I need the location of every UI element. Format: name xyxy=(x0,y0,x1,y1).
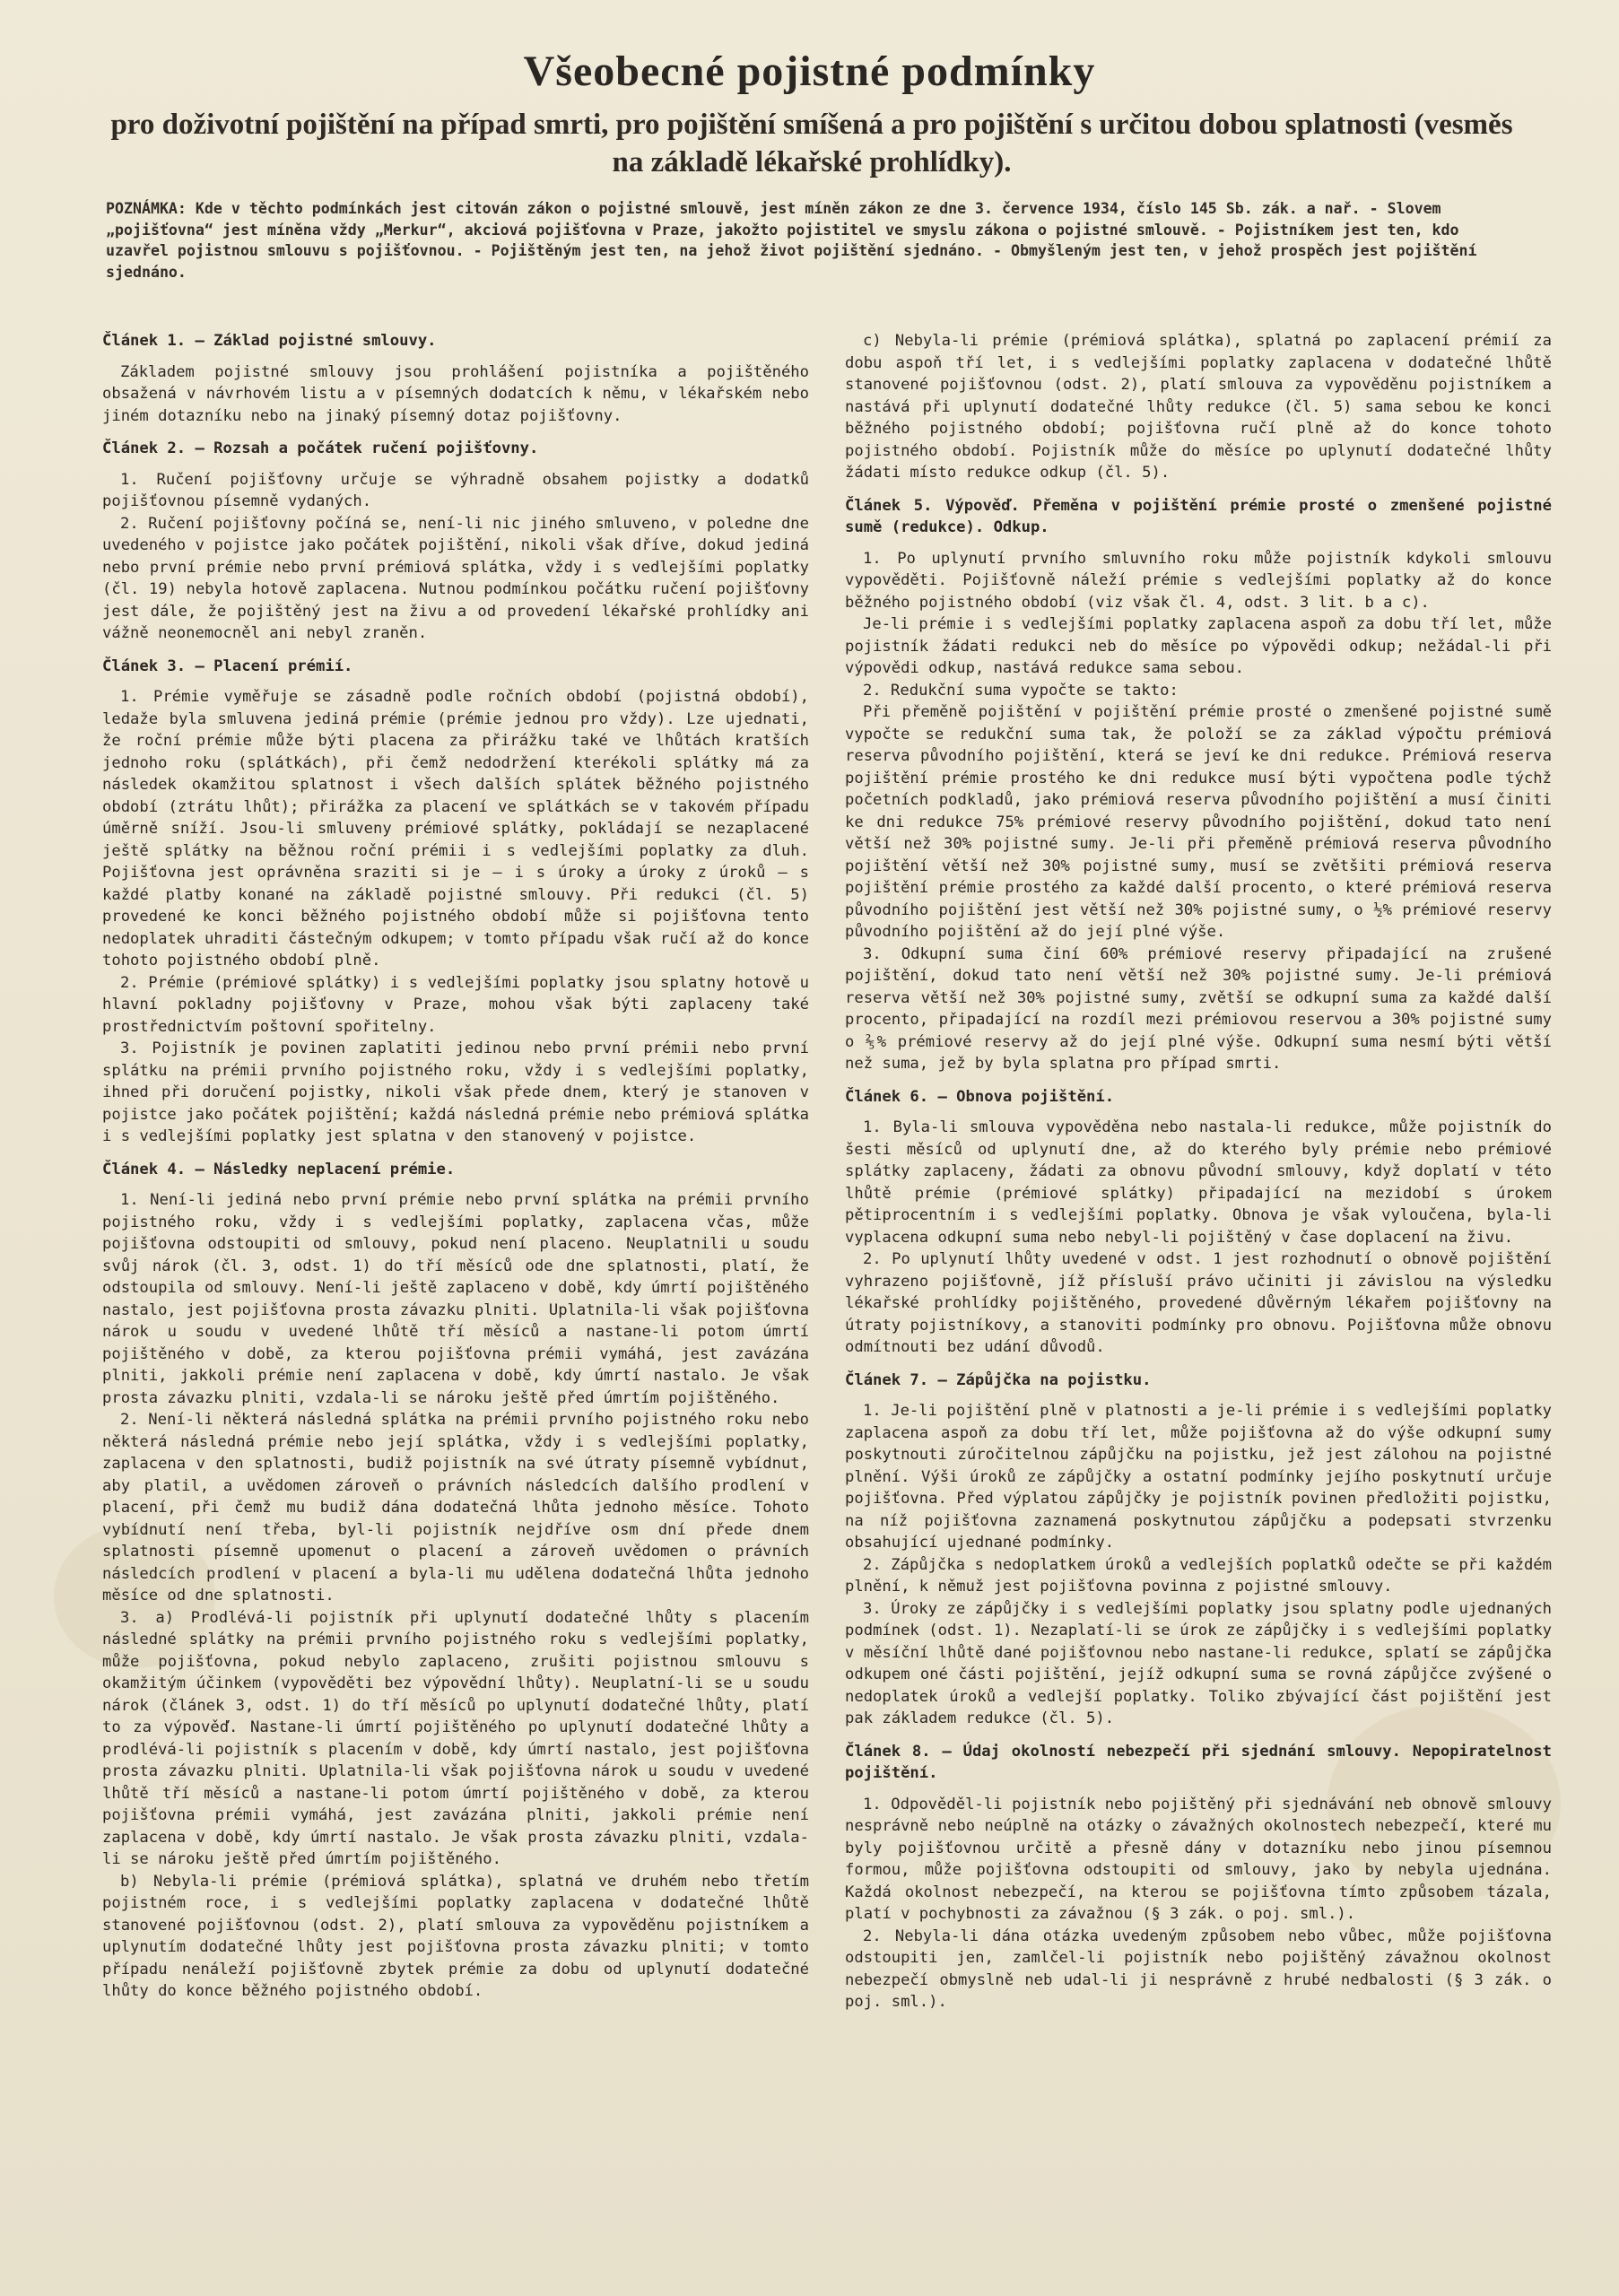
paragraph: 3. Pojistník je povinen zaplatiti jedinou nebo první prémii nebo první splátku na prémii prvního pojistného roku, vždy i s vedlejšími poplatky, ihned při doručení pojistky, nikoli však přede dnem, který je stanoven v pojistce jako počátek pojištění; každá následná prémie nebo prémiová splátka i s vedlejšími poplatky jest splatna v den stanovený v pojistce. xyxy=(102,1039,809,1145)
paragraph: Základem pojistné smlouvy jsou prohlášení pojistníka a pojištěného obsažená v návrhovém listu a v písemných dodatcích k němu, v lékařském nebo jiném dotazníku nebo na jinaký písemný dotaz pojišťovny. xyxy=(102,362,809,425)
article-heading: Článek 7. — Zápůjčka na pojistku. xyxy=(845,1370,1152,1389)
article-heading: Článek 6. — Obnova pojištění. xyxy=(845,1087,1115,1106)
paragraph: Při přeměně pojištění v pojištění prémie prosté o zmenšené pojistné sumě vypočte se redukční suma tak, že položí se za základ výpočtu prémiová reserva původního pojištění, která se jeví ke dni redukce. Prémiová reserva pojištění prémie prostého ke dni redukce musí býti vypočtena podle týchž početních podkladů, jako prémiová reserva původního pojištění a musí činiti ke dni redukce 75% prémiové reservy původního pojištění, dokud tato není větší než 30% pojistné sumy. Je-li při přeměně prémiová reserva původního pojištění větší než 30% pojistné sumy, musí se zvětšiti prémiová reserva pojištění prémie prostého za každé další procento, o které prémiová reserva původního pojištění jest větší než 30% pojistné sumy, o ½% prémiové reservy původního pojištění až do její plné výše. xyxy=(845,703,1552,941)
paragraph: Je-li prémie i s vedlejšími poplatky zaplacena aspoň za dobu tří let, může pojistník žádati redukci neb do měsíce po výpovědi odkup; nežádal-li při výpovědi odkup, nastává redukce sama sebou. xyxy=(845,615,1552,677)
left-column xyxy=(102,330,809,2003)
paragraph: 2. Prémie (prémiové splátky) i s vedlejšími poplatky jsou splatny hotově u hlavní pokladny pojišťovny v Praze, mohou však býti zaplaceny také prostřednictvím poštovní spořitelny. xyxy=(102,973,809,1036)
paragraph: 3. Úroky ze zápůjčky i s vedlejšími poplatky jsou splatny podle ujednaných podmínek (odst. 1). Nezaplatí-li se úrok ze zápůjčky i s vedlejšími poplatky v měsíční lhůtě dané pojišťovnou nebo nastane-li redukce, splatí se zápůjčka odkupem oné části pojištění, jejíž odkupní suma se rovná zápůjčce zvýšené o nedoplatek úroků a vedlejší poplatky. Toliko zbývající část pojištění jest pak základem redukce (čl. 5). xyxy=(845,1599,1552,1727)
paragraph: 2. Po uplynutí lhůty uvedené v odst. 1 jest rozhodnutí o obnově pojištění vyhrazeno pojišťovně, jíž přísluší právo učiniti ji závislou na výsledku lékařské prohlídky pojištěného, provedené důvěrným lékařem pojišťovny na útraty pojistníkovy, a stanoviti podmínky pro obnovu. Pojišťovna může obnovu odmítnouti bez udání důvodů. xyxy=(845,1250,1552,1356)
paragraph: 1. Prémie vyměřuje se zásadně podle ročních období (pojistná období), ledaže byla smluvena jediná prémie (prémie jednou pro vždy). Lze ujednati, že roční prémie může býti placena za přirážku také ve lhůtách kratších jednoho roku (splátkách), při čemž nedodržení kterékoli splátky má za následek okamžitou splatnost i všech dalších splátek běžného pojistného období (ztrátu lhůt); přirážka za placení ve splátkách se v takovém případu úměrně sníží. Jsou-li smluveny prémiové splátky, pokládají se nezaplacené ještě splátky na běžnou roční prémii i s vedlejšími poplatky za dluh. Pojišťovna jest oprávněna sraziti si je — i s úroky a úroky z úroků — s každé platby konané na základě pojistné smlouvy. Při redukci (čl. 5) provedené ke konci běžného pojistného období může si pojišťovna tento nedoplatek uhraditi částečným odkupem; v tomto případu však ručí až do konce tohoto pojistného období plně. xyxy=(102,688,809,970)
document-title: Všeobecné pojistné podmínky xyxy=(523,48,1096,95)
article-heading: Článek 8. — Údaj okolností nebezpečí při sjednání smlouvy. Nepopiratelnost pojištění. xyxy=(845,1742,1552,1782)
paragraph: 1. Není-li jediná nebo první prémie nebo první splátka na prémii prvního pojistného roku, vždy i s vedlejšími poplatky, zaplacena včas, může pojišťovna odstoupiti od smlouvy, pokud není placeno. Neuplatnili u soudu svůj nárok (čl. 3, odst. 1) do tří měsíců ode dne splatnosti, platí, že odstoupila od smlouvy. Není-li ještě zaplaceno v době, kdy úmrtí pojištěného nastalo, jest pojišťovna prosta závazku plniti. Uplatnila-li však pojišťovna nárok u soudu v uvedené lhůtě tří měsíců a nastane-li potom úmrtí pojištěného v době, za kterou pojišťovna prémii vymáhá, jest zavázána plniti, jakkoli prémie není zaplacena v době, kdy úmrtí nastalo. Je však prosta závazku plniti, vzdala-li se nároku ještě před úmrtím pojištěného. xyxy=(102,1191,809,1407)
preface-note: POZNÁMKA: Kde v těchto podmínkách jest citován zákon o pojistné smlouvě, jest míněn zákon ze dne 3. července 1934, číslo 145 Sb. zák. a nař. - Slovem „pojišťovna“ jest míněna vždy „Merkur“, akciová pojišťovna v Praze, jakožto pojistitel ve smyslu zákona o pojistné smlouvě. - Pojistníkem jest ten, kdo uzavřel pojistnou smlouvu s pojišťovnou. - Pojištěným jest ten, na jehož život pojištění sjednáno. - Obmyšleným jest ten, v jehož prospěch jest pojištění sjednáno. xyxy=(106,200,1477,281)
paragraph: 1. Ručení pojišťovny určuje se výhradně obsahem pojistky a dodatků pojišťovnou písemně vydaných. xyxy=(102,470,809,510)
paragraph: 3. a) Prodlévá-li pojistník při uplynutí dodatečné lhůty s placením následné splátky na prémii prvního pojistného roku s vedlejšími poplatky, může pojišťovna, pokud nebylo zaplaceno, zrušiti pojistnou smlouvu s okamžitým účinkem (vypověděti bez výpovědní lhůty). Neuplatní-li se u soudu nárok (článek 3, odst. 1) do tří měsíců po uplynutí dodatečné lhůty, platí to za výpověď. Nastane-li úmrtí pojištěného po uplynutí dodatečné lhůty a prodlévá-li pojistník s placením v době, kdy úmrtí nastalo, jest pojišťovna prosta závazku plniti. Uplatnila-li však pojišťovna nárok u soudu v uvedené lhůtě tří měsíců a nastane-li potom úmrtí pojištěného v době, za kterou pojišťovna prémii vymáhá, jest zavázána plniti, jakkoli prémie není zaplacena v době, kdy úmrtí nastalo. Je však prosta závazku plniti, vzdala-li se nároku ještě před úmrtím pojištěného. xyxy=(102,1608,809,1868)
paragraph: b) Nebyla-li prémie (prémiová splátka), splatná ve druhém nebo třetím pojistném roce, i s vedlejšími poplatky zaplacena v dodatečné lhůtě stanovené pojišťovnou (odst. 2), platí smlouva za vypověděnu pojistníkem a uplynutím dodatečné lhůty jest pojišťovna prosta závazku plniti; v tomto případu nenáleží pojišťovně zbytek prémie za dobu od uplynutí dodatečné lhůty do konce běžného pojistného období. xyxy=(102,1872,809,2000)
paragraph: 1. Byla-li smlouva vypověděna nebo nastala-li redukce, může pojistník do šesti měsíců od uplynutí dne, až do kterého byly prémie nebo prémiové splátky zaplaceny, žádati za obnovu původní smlouvy, když doplatí v této lhůtě prémie (prémiové splátky) připadající na mezidobí s úrokem pětiprocentním i s vedlejšími poplatky. Obnova je však vyloučena, byla-li vyplacena odkupní suma nebo nebyl-li pojištěný v čase doplacení na živu. xyxy=(845,1118,1552,1247)
paragraph: 2. Redukční suma vypočte se takto: xyxy=(863,681,1179,700)
right-column xyxy=(845,330,1552,2013)
article-heading: Článek 2. — Rozsah a počátek ručení pojišťovny. xyxy=(102,439,539,457)
paragraph: 2. Ručení pojišťovny počíná se, není-li nic jiného smluveno, v poledne dne uvedeného v pojistce jako počátek pojištění, nikoli však dříve, dokud jediná nebo první prémie nebo první prémiová splátka, vždy i s vedlejšími poplatky (čl. 19) nebyla hotově zaplacena. Nutnou podmínkou počátku ručení pojišťovny jest dále, že pojištěný jest na živu a od provedení lékařské prohlídky ani vážně neonemocněl ani nebyl zraněn. xyxy=(102,514,809,642)
paragraph: 1. Je-li pojištění plně v platnosti a je-li prémie i s vedlejšími poplatky zaplacena aspoň za dobu tří let, může pojišťovna až do výše odkupní sumy poskytnouti zúročitelnou zápůjčku na pojistku, jež jest zálohou na pojistné plnění. Výši úroků ze zápůjčky a ostatní podmínky jejího poskytnutí určuje pojišťovna. Před výplatou zápůjčky je pojistník povinen předložiti pojistku, na níž pojišťovna zaznamená poskytnutou zápůjčku a podepsati stvrzenku obsahující ujednané podmínky. xyxy=(845,1402,1552,1552)
paragraph: 2. Nebyla-li dána otázka uvedeným způsobem nebo vůbec, může pojišťovna odstoupiti jen, zamlčel-li pojistník nebo pojištěný závažnou okolnost nebezpečí obmyslně neb udal-li ji nesprávně z hrubé nedbalosti (§ 3 zák. o poj. sml.). xyxy=(845,1926,1552,2011)
article-heading: Článek 3. — Placení prémií. xyxy=(102,657,353,675)
paragraph: 1. Po uplynutí prvního smluvního roku může pojistník kdykoli smlouvu vypověděti. Pojišťovně náleží prémie s vedlejšími poplatky až do konce běžného pojistného období (viz však čl. 4, odst. 3 lit. b a c). xyxy=(845,549,1552,612)
article-heading: Článek 5. Výpověď. Přeměna v pojištění prémie prosté o zmenšené pojistné sumě (redukce). Odkup. xyxy=(845,496,1552,536)
paragraph: c) Nebyla-li prémie (prémiová splátka), splatná po zaplacení prémií za dobu aspoň tří let, i s vedlejšími poplatky zaplacena v dodatečné lhůtě stanovené pojišťovnou (odst. 2), platí smlouva za vypověděnu pojistníkem a nastává při uplynutí dodatečné lhůty redukce (čl. 5) sama sebou ke konci běžného pojistného období; pojišťovna ručí plně až do konce tohoto pojistného období. Pojistník může do měsíce po uplynutí dodatečné lhůty žádati místo redukce odkup (čl. 5). xyxy=(845,332,1552,482)
article-heading: Článek 1. — Základ pojistné smlouvy. xyxy=(102,332,437,350)
document-subtitle: pro doživotní pojištění na případ smrti, pro pojištění smíšená a pro pojištění s určitou dobou splatnosti (vesměs na základě lékařské prohlídky). xyxy=(110,109,1513,178)
paragraph: 3. Odkupní suma činí 60% prémiové reservy připadající na zrušené pojištění, dokud tato není větší než 30% pojistné sumy. Je-li prémiová reserva větší než 30% pojistné sumy, zvětší se odkupní suma za každé další procento, připadající na rozdíl mezi prémiovou reservou a 30% pojistné sumy o ⅖% prémiové reservy až do její plné výše. Odkupní suma nesmí býti větší než suma, jež by byla splatna pro případ smrti. xyxy=(845,944,1552,1073)
article-heading: Článek 4. — Následky neplacení prémie. xyxy=(102,1160,456,1178)
paragraph: 2. Není-li některá následná splátka na prémii prvního pojistného roku nebo některá následná prémie nebo její splátka, vždy i s vedlejšími poplatky, zaplacena v den splatnosti, budiž pojistník na své útraty písemně vybídnut, aby platil, a uvědomen zároveň o právních následcích dalšího prodlení v placení, při čemž mu budiž dána dodatečná lhůta jednoho měsíce. Tohoto vybídnutí není třeba, byl-li pojistník nejdříve osm dní přede dnem splatnosti písemně upomenut o placení a zároveň uvědomen o právních následcích prodlení v placení a byla-li mu udělena dodatečná lhůta jednoho měsíce od dne splatnosti. xyxy=(102,1411,809,1605)
paragraph: 1. Odpověděl-li pojistník nebo pojištěný při sjednávání neb obnově smlouvy nesprávně nebo neúplně na otázky o závažných okolnostech nebezpečí, které mu byly pojišťovnou určitě a přesně dány v dotazníku nebo jinou písemnou formou, může pojišťovna odstoupiti od smlouvy, jako by nebyla ujednána. Každá okolnost nebezpečí, na kterou se pojišťovna tímto způsobem tázala, platí v pochybnosti za závažnou (§ 3 zák. o poj. sml.). xyxy=(845,1795,1552,1923)
paragraph: 2. Zápůjčka s nedoplatkem úroků a vedlejších poplatků odečte se při každém plnění, k němuž jest pojišťovna povinna z pojistné smlouvy. xyxy=(845,1555,1552,1596)
